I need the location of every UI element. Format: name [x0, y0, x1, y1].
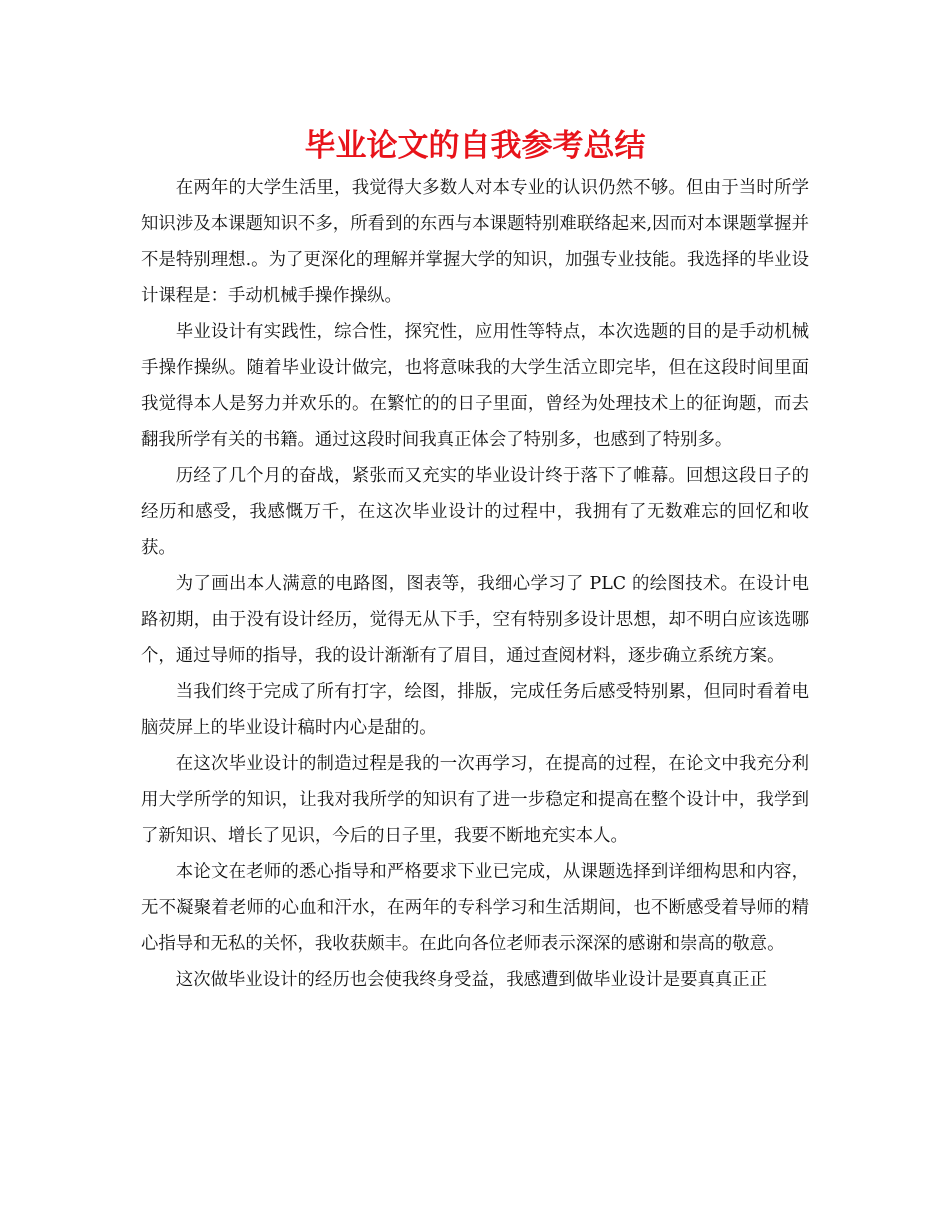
document-title: 毕业论文的自我参考总结 [304, 128, 646, 164]
paragraph: 在两年的大学生活里，我觉得大多数人对本专业的认识仍然不够。但由于当时所学知识涉及本课题知识不多，所看到的东西与本课题特别难联络起来,因而对本课题掌握并不是特别理想.。为了更深化的理解并掌握大学的知识，加强专业技能。我选择的毕业设计课程是：手动机械手操作操纵。 [141, 178, 809, 306]
paragraph: 这次做毕业设计的经历也会使我终身受益，我感遭到做毕业设计是要真真正正 [175, 970, 768, 990]
paragraph: 历经了几个月的奋战，紧张而又充实的毕业设计终于落下了帷幕。回想这段日子的经历和感受，我感慨万千，在这次毕业设计的过程中，我拥有了无数难忘的回忆和收获。 [141, 466, 809, 558]
document-body [141, 170, 809, 998]
paragraph: 为了画出本人满意的电路图，图表等，我细心学习了 PLC 的绘图技术。在设计电路初期，由于没有设计经历，觉得无从下手，空有特别多设计思想，却不明白应该选哪个，通过导师的指导，我的设计渐渐有了眉目，通过查阅材料，逐步确立系统方案。 [141, 574, 809, 666]
paragraph: 在这次毕业设计的制造过程是我的一次再学习，在提高的过程，在论文中我充分利用大学所学的知识，让我对我所学的知识有了进一步稳定和提高在整个设计中，我学到了新知识、增长了见识，今后的日子里，我要不断地充实本人。 [141, 754, 809, 846]
paragraph: 本论文在老师的悉心指导和严格要求下业已完成，从课题选择到详细构思和内容，无不凝聚着老师的心血和汗水，在两年的专科学习和生活期间，也不断感受着导师的精心指导和无私的关怀，我收获颇丰。在此向各位老师表示深深的感谢和崇高的敬意。 [141, 862, 809, 954]
paragraph: 毕业设计有实践性，综合性，探究性，应用性等特点，本次选题的目的是手动机械手操作操纵。随着毕业设计做完，也将意味我的大学生活立即完毕，但在这段时间里面我觉得本人是努力并欢乐的。在繁忙的的日子里面，曾经为处理技术上的征询题，而去翻我所学有关的书籍。通过这段时间我真正体会了特别多，也感到了特别多。 [141, 322, 809, 450]
paragraph: 当我们终于完成了所有打字，绘图，排版，完成任务后感受特别累，但同时看着电脑荧屏上的毕业设计稿时内心是甜的。 [141, 682, 809, 738]
